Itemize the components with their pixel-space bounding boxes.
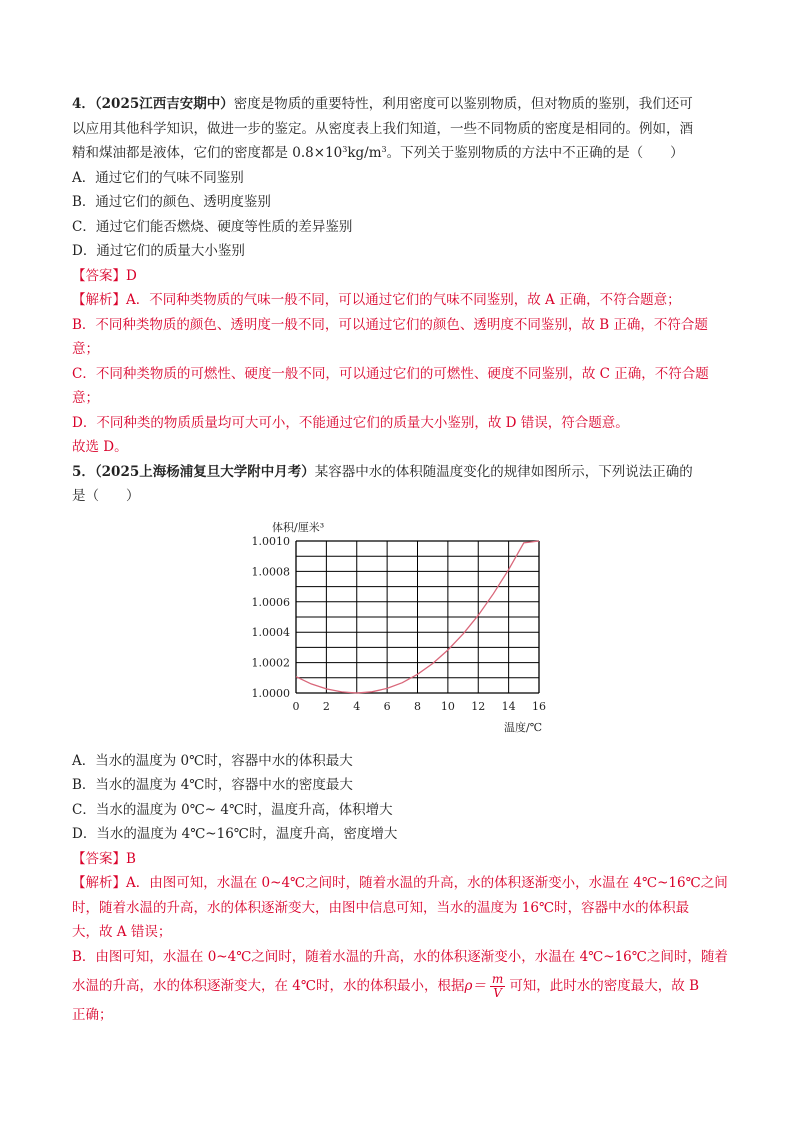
q4-source: （2025江西吉安期中） [94,96,234,112]
q4-stem-3c: 。下列关于鉴别物质的方法中不正确的是（ ） [386,145,684,161]
q5-analysis-1 [72,871,732,896]
q4-unit-exponent: 3 [381,145,387,154]
x-tick-label: 0 [292,699,300,713]
q5-number: 5． [72,463,95,480]
q4-analysis-3: 意； [72,341,99,357]
x-tick-label: 14 [501,699,516,713]
x-tick-label: 10 [440,699,455,713]
density-formula-fraction [490,973,505,1000]
x-axis-title: 温度/℃ [504,720,543,734]
q5-answer-tag: 【答案】 [72,850,126,867]
y-tick-label: 1.0008 [251,564,290,578]
q5-analysis-b-2 [72,969,732,1003]
chart-svg [72,509,732,749]
q5-analysis-tag: 【解析】 [72,875,126,891]
q5-analysis-b-1: B．由图可知，水温在 0~4℃之间时，随着水温的升高，水的体积逐渐变小，水温在 4℃~16℃之间时，随着 [72,948,728,965]
q4-stem-text-1: 密度是物质的重要特性，利用密度可以鉴别物质，但对物质的鉴别，我们还可 [233,96,693,112]
document-page [72,92,732,1028]
y-tick-label: 1.0006 [251,595,290,609]
x-tick-label: 16 [532,699,546,713]
q4-analysis-1 [72,288,732,313]
q5-option-d: D．当水的温度为 4℃~16℃时，温度升高，密度增大 [72,826,398,842]
q4-option-c: C．通过它们能否燃烧、硬度等性质的差异鉴别 [72,218,353,235]
q4-option-d: D．通过它们的质量大小鉴别 [72,243,245,259]
q5-answer [72,847,732,872]
y-tick-label: 1.0002 [251,656,290,670]
q4-analysis-5: 意； [72,390,99,406]
q5-analysis-2: 时，随着水温的升高，水的体积逐渐变大，由图中信息可知，当水的温度为 16℃时，容器中水的体积最 [72,899,690,916]
q4-answer-value: D [126,267,137,284]
q5-source: （2025上海杨浦复旦大学附中月考） [94,463,315,480]
q4-number: 4． [72,96,95,112]
q4-analysis-2: B．不同种类物质的颜色、透明度一般不同，可以通过它们的颜色、透明度不同鉴别，故 B 正确，不符合题 [72,316,708,333]
y-axis-title: 体积/厘米³ [272,520,325,534]
q4-answer-tag: 【答案】 [72,267,126,284]
q5-analysis-3: 大，故 A 错误； [72,924,172,940]
x-tick-label: 6 [383,699,391,713]
q4-stem-line-1 [72,92,732,117]
q5-answer-value: B [126,850,136,867]
q4-analysis-4: C．不同种类物质的可燃性、硬度一般不同，可以通过它们的可燃性、硬度不同鉴别，故 C 正确，不符合题 [72,365,709,382]
q4-answer [72,264,732,289]
q4-analysis-tag: 【解析】 [72,292,126,308]
x-tick-label: 4 [353,699,361,713]
fraction-denominator: V [493,986,502,1000]
q4-analysis-7: 故选 D。 [72,439,128,455]
q5-option-c: C．当水的温度为 0℃~ 4℃时，温度升高，体积增大 [72,801,393,818]
q5-stem-text-1: 某容器中水的体积随温度变化的规律如图所示，下列说法正确的 [314,463,693,480]
q5-option-a: A．当水的温度为 0℃时，容器中水的体积最大 [72,752,353,769]
q4-stem-line-3 [72,141,732,166]
q5-analysis-a-1: A．由图可知，水温在 0~4℃之间时，随着水温的升高，水的体积逐渐变小，水温在 4℃~16℃之间 [126,875,728,891]
density-formula-rho: ρ＝ [464,978,486,994]
q4-stem-3a: 精和煤油都是液体，它们的密度都是 0.8×10 [72,145,343,161]
q4-stem-3b: kg/m [347,145,382,161]
q4-option-b: B．通过它们的颜色、透明度鉴别 [72,194,271,210]
x-tick-label: 8 [414,699,421,713]
x-tick-label: 2 [322,699,330,713]
water-volume-chart [72,509,732,749]
q4-stem-line-2: 以应用其他科学知识，做进一步的鉴定。从密度表上我们知道，一些不同物质的密度是相同的。例如，酒 [72,120,693,137]
x-tick-label: 12 [471,699,486,713]
y-tick-label: 1.0000 [251,686,290,700]
q4-analysis-6: D．不同种类的物质质量均可大可小，不能通过它们的质量大小鉴别，故 D 错误，符合题意。 [72,414,629,431]
y-tick-label: 1.0004 [251,625,290,639]
fraction-numerator: m [491,972,504,986]
q5-stem-line-2: 是（ ） [72,488,140,504]
q5-analysis-b-2a: 水温的升高，水的体积逐渐变大，在 4℃时，水的体积最小，根据 [72,978,465,994]
q5-option-b: B．当水的温度为 4℃时，容器中水的密度最大 [72,777,353,793]
q4-analysis-a: A．不同种类物质的气味一般不同，可以通过它们的气味不同鉴别，故 A 正确，不符合题意； [126,292,681,308]
q5-analysis-b-3: 正确； [72,1007,113,1023]
q4-exponent: 3 [342,145,348,154]
y-tick-label: 1.0010 [251,534,290,548]
q4-option-a: A．通过它们的气味不同鉴别 [72,169,244,186]
q5-analysis-b-2b: 可知，此时水的密度最大，故 B [509,978,700,994]
q5-stem-line-1 [72,460,732,485]
